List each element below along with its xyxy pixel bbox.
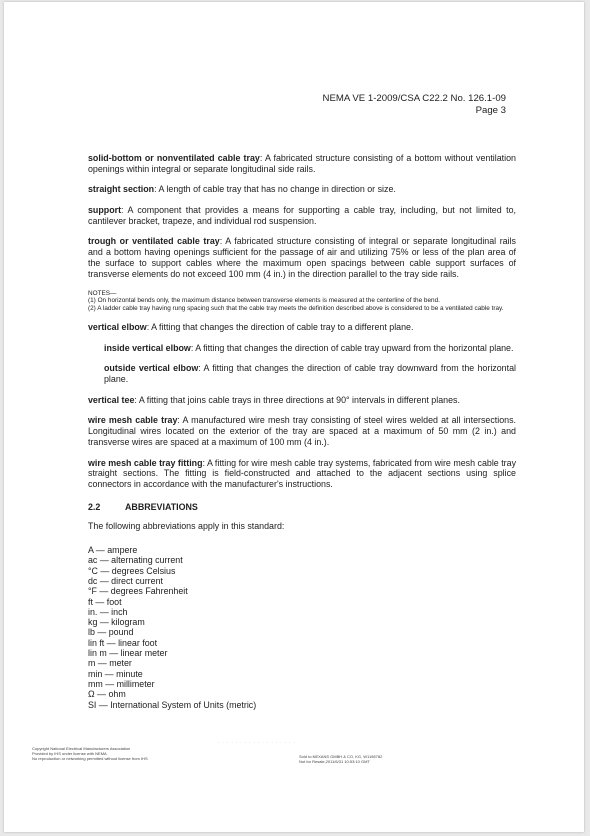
notes-title: NOTES— (88, 289, 117, 297)
abbreviation-item: ac — alternating current (88, 555, 183, 566)
abbreviation-item: A — ampere (88, 545, 138, 556)
definition-text: : A component that provides a means for supporting a cable tray, including, but not limited to, cantilever bracket, trapeze, and individual rod suspension. (88, 204, 516, 226)
abbreviation-item: °F — degrees Fahrenheit (88, 586, 188, 597)
footer-line: No reproduction or networking permitted without license from IHS (32, 756, 148, 761)
definition-text: : A fitting that changes the direction of cable tray to a different plane. (146, 322, 414, 333)
header-page-number: Page 3 (475, 105, 506, 116)
scan-artifact-dots: · · · · · · · · · · · · · · · · · · (218, 740, 296, 745)
definition-text: : A fabricated structure consisting of integral or separate longitudinal rails and a bottom having openings sufficient for the passage of air and utilizing 75% or less of the plan area of the surface to support cables where the maximum open spacings between cable support surfaces of transverse elements do not exceed 100 mm (4 in.) in the direction parallel to the tray side rails. (88, 236, 516, 280)
definition (88, 184, 516, 195)
definition-text: : A fitting that changes the direction of cable tray downward from the horizontal plane. (104, 363, 516, 385)
abbreviation-item: ft — foot (88, 596, 122, 607)
abbreviation-item: Ω — ohm (88, 689, 126, 700)
page-content (88, 153, 516, 710)
definition-text: : A fitting for wire mesh cable tray systems, fabricated from wire mesh cable tray straight sections. The fitting is field-constructed and attached to the adjacent sections using splice connectors in accordance with the manufacturer's instructions. (88, 457, 517, 490)
definition-term: trough or ventilated cable tray (88, 236, 220, 247)
abbreviation-item: °C — degrees Celsius (88, 565, 176, 576)
abbreviation-item: SI — International System of Units (metric) (88, 699, 257, 710)
definition-term: straight section (88, 184, 155, 195)
abbreviation-item: m — meter (88, 658, 132, 669)
abbreviation-list (88, 545, 516, 710)
definition-term: vertical tee (88, 394, 135, 405)
definition-term: support (88, 204, 122, 215)
note-2: (2) A ladder cable tray having rung spacing such that the cable tray meets the definition described above is considered to be a ventilated cable tray. (88, 304, 504, 312)
footer-line: Not for Resale,2011/6/31 10:53:10 GMT (299, 759, 370, 764)
note-1: (1) On horizontal bends only, the maximum distance between transverse elements is measured at the centerline of the bend. (88, 297, 440, 305)
abbreviation-item: min — minute (88, 668, 143, 679)
definition-text: : A manufactured wire mesh tray consisting of steel wires welded at all intersections. Longitudinal wires located on the exterior of the tray are spaced at a maximum of 50 mm (2 in.) and transverse wires are spaced at a maximum of 100 mm (4 in.). (88, 415, 516, 448)
definition (88, 205, 516, 227)
section-number: 2.2 (88, 502, 101, 513)
definition (88, 322, 516, 333)
document-page (4, 2, 584, 832)
definition (88, 458, 516, 491)
definition-text: : A length of cable tray that has no change in direction or size. (154, 184, 396, 195)
definition-term: wire mesh cable tray fitting (88, 457, 203, 468)
definition (88, 153, 516, 175)
definition (88, 415, 516, 448)
abbreviation-item: in. — inch (88, 606, 128, 617)
definition (88, 395, 516, 406)
definition (88, 236, 516, 280)
footer-line: Copyright National Electrical Manufacturers Association (32, 746, 131, 751)
definition (104, 363, 516, 385)
definition-text: : A fitting that changes the direction of cable tray upward from the horizontal plane. (190, 342, 514, 353)
definition-text: : A fitting that joins cable trays in three directions at 90° intervals in different planes. (134, 394, 460, 405)
definition (104, 343, 516, 354)
section-intro: The following abbreviations apply in this standard: (88, 521, 285, 532)
header-standard-id: NEMA VE 1-2009/CSA C22.2 No. 126.1-09 (322, 93, 506, 104)
abbreviation-item: kg — kilogram (88, 617, 145, 628)
section-title: ABBREVIATIONS (125, 502, 198, 513)
abbreviation-item: dc — direct current (88, 575, 163, 586)
abbreviation-item: lin ft — linear foot (88, 637, 158, 648)
section-heading (88, 502, 516, 513)
abbreviation-item: lb — pound (88, 627, 134, 638)
footer-line: Sold to:NEXANS GMBH & CO, KG, W1198782 (299, 754, 383, 759)
footer-line: Provided by IHS under license with NEMA (32, 751, 107, 756)
notes-block (88, 290, 516, 313)
footer-copyright (32, 746, 148, 761)
definition-term: vertical elbow (88, 322, 147, 333)
definition-term: solid-bottom or nonventilated cable tray (88, 153, 260, 163)
abbreviation-item: lin m — linear meter (88, 648, 168, 659)
page-header (323, 93, 506, 117)
definition-term: wire mesh cable tray (88, 415, 178, 426)
footer-license (299, 754, 382, 764)
abbreviation-item: mm — millimeter (88, 678, 155, 689)
definition-text: : A fabricated structure consisting of a bottom without ventilation openings within integral or separate longitudinal side rails. (88, 153, 516, 174)
definition-term: inside vertical elbow (104, 342, 191, 353)
definition-term: outside vertical elbow (104, 363, 199, 374)
